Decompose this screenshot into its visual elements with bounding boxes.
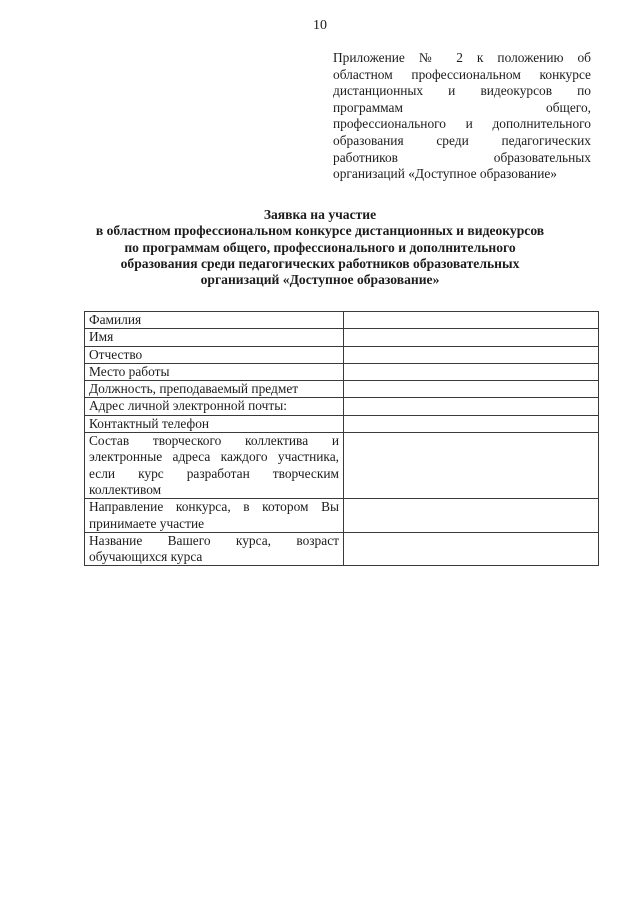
- table-row: [85, 532, 599, 566]
- heading-line: по программам общего, профессионального и дополнительного: [124, 239, 516, 255]
- heading-line: организаций «Доступное образование»: [200, 272, 440, 288]
- appendix-note: [333, 50, 591, 183]
- field-value-cell[interactable]: [344, 499, 599, 533]
- field-label: Состав творческого коллектива и электронные адреса каждого участника, если курс разработан творческим коллективом: [85, 433, 344, 499]
- field-label: Фамилия: [85, 312, 344, 329]
- field-value-cell[interactable]: [344, 363, 599, 380]
- table-row: [85, 415, 599, 432]
- application-title: Заявка на участие: [263, 207, 377, 222]
- field-label: Название Вашего курса, возраст обучающихся курса: [85, 532, 344, 566]
- table-row: [85, 398, 599, 415]
- field-value-cell[interactable]: [344, 532, 599, 566]
- table-row: [85, 499, 599, 533]
- table-row: [85, 312, 599, 329]
- field-value-cell[interactable]: [344, 433, 599, 499]
- field-label: Адрес личной электронной почты:: [85, 398, 344, 415]
- table-row: [85, 363, 599, 380]
- application-form-table: [84, 311, 599, 566]
- field-value-cell[interactable]: [344, 312, 599, 329]
- table-row: [85, 346, 599, 363]
- field-label: Имя: [85, 329, 344, 346]
- field-label: Должность, преподаваемый предмет: [85, 381, 344, 398]
- appendix-line: Приложение № 2 к положению об: [333, 50, 591, 65]
- appendix-line: образования среди педагогических: [333, 132, 591, 148]
- field-label: Направление конкурса, в котором Вы принимаете участие: [85, 499, 344, 533]
- appendix-line: областном профессиональном конкурсе: [333, 66, 591, 82]
- appendix-line: дистанционных и видеокурсов по: [333, 83, 591, 99]
- table-row: [85, 381, 599, 398]
- appendix-line: программам общего,: [333, 99, 591, 115]
- field-label: Место работы: [85, 363, 344, 380]
- table-row: [85, 433, 599, 499]
- field-value-cell[interactable]: [344, 398, 599, 415]
- table-row: [85, 329, 599, 346]
- appendix-line: организаций «Доступное образование»: [333, 166, 558, 182]
- field-value-cell[interactable]: [344, 329, 599, 346]
- field-label: Контактный телефон: [85, 415, 344, 432]
- heading-line: образования среди педагогических работников образовательных: [120, 255, 520, 271]
- heading-line: в областном профессиональном конкурсе дистанционных и видеокурсов: [95, 223, 545, 239]
- field-value-cell[interactable]: [344, 346, 599, 363]
- application-heading: [70, 207, 570, 288]
- page-number: 10: [313, 18, 327, 33]
- appendix-line: профессионального и дополнительного: [333, 116, 591, 132]
- field-value-cell[interactable]: [344, 415, 599, 432]
- field-value-cell[interactable]: [344, 381, 599, 398]
- field-label: Отчество: [85, 346, 344, 363]
- appendix-line: работников образовательных: [333, 149, 591, 165]
